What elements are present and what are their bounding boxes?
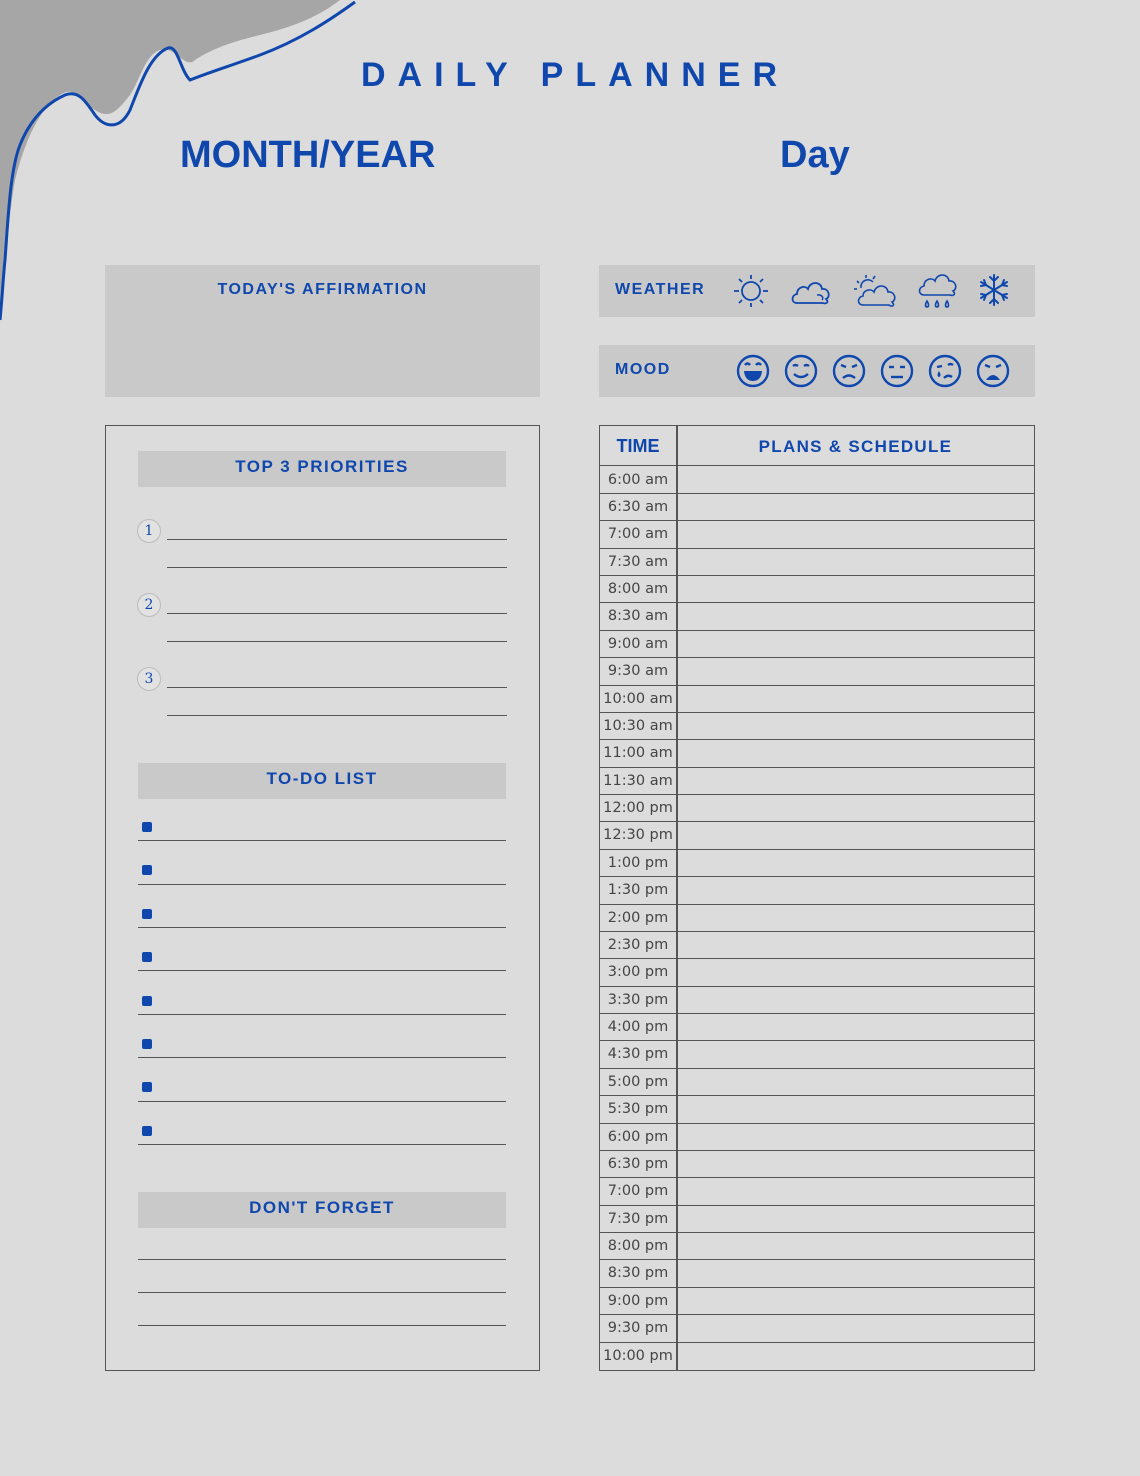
priority-line[interactable] [167, 715, 507, 716]
time-slot-label: 8:30 am [607, 608, 669, 625]
time-slot-label: 6:30 am [607, 498, 669, 515]
day-heading[interactable]: Day [780, 134, 850, 176]
priority-line[interactable] [167, 539, 507, 540]
time-slot-label: 7:00 pm [607, 1183, 669, 1200]
time-slot-label: 9:30 pm [607, 1320, 669, 1337]
schedule-row[interactable] [600, 631, 1034, 658]
schedule-row[interactable] [600, 1069, 1034, 1096]
todo-checkbox[interactable] [142, 865, 152, 875]
weather-bar [599, 265, 1035, 317]
time-slot-label: 2:30 pm [607, 936, 669, 953]
time-slot-label: 7:30 am [607, 553, 669, 570]
schedule-row[interactable] [600, 905, 1034, 932]
page-title: DAILY PLANNER [360, 56, 790, 94]
time-slot-label: 6:00 pm [607, 1128, 669, 1145]
schedule-row[interactable] [600, 467, 1034, 494]
todo-line[interactable] [138, 970, 506, 971]
time-slot-label: 1:00 pm [607, 854, 669, 871]
sun-icon[interactable] [731, 273, 771, 309]
schedule-row[interactable] [600, 494, 1034, 521]
schedule-row[interactable] [600, 822, 1034, 849]
schedule-row[interactable] [600, 1124, 1034, 1151]
schedule-row[interactable] [600, 1178, 1034, 1205]
time-slot-label: 1:30 pm [607, 882, 669, 899]
priority-line[interactable] [167, 567, 507, 568]
time-slot-label: 12:00 pm [603, 800, 673, 817]
dont-forget-heading: DON'T FORGET [138, 1192, 506, 1228]
schedule-row[interactable] [600, 1233, 1034, 1260]
todo-line[interactable] [138, 1014, 506, 1015]
schedule-row[interactable] [600, 576, 1034, 603]
time-slot-label: 10:00 pm [603, 1347, 673, 1364]
dont-forget-line[interactable] [138, 1292, 506, 1293]
todo-checkbox[interactable] [142, 822, 152, 832]
time-slot-label: 11:00 am [603, 745, 673, 762]
notes-panel [105, 425, 540, 1371]
time-slot-label: 11:30 am [603, 772, 673, 789]
time-slot-label: 9:30 am [607, 663, 669, 680]
dont-forget-line[interactable] [138, 1259, 506, 1260]
affirmation-box[interactable] [105, 265, 540, 397]
priority-line[interactable] [167, 687, 507, 688]
time-slot-label: 5:30 pm [607, 1101, 669, 1118]
sad-face-icon[interactable] [831, 353, 867, 389]
priority-number-1: 1 [137, 519, 161, 543]
schedule-row[interactable] [600, 740, 1034, 767]
crying-face-icon[interactable] [927, 353, 963, 389]
todo-checkbox[interactable] [142, 909, 152, 919]
time-column-header: TIME [616, 436, 660, 456]
todo-checkbox[interactable] [142, 1039, 152, 1049]
schedule-row[interactable] [600, 1014, 1034, 1041]
todo-heading: TO-DO LIST [138, 763, 506, 799]
snowflake-icon[interactable] [977, 273, 1011, 309]
schedule-row[interactable] [600, 521, 1034, 548]
rain-icon[interactable] [917, 273, 957, 313]
time-slot-label: 12:30 pm [603, 827, 673, 844]
month-year-heading[interactable]: MONTH/YEAR [180, 134, 436, 176]
time-slot-label: 4:00 pm [607, 1019, 669, 1036]
mood-label: MOOD [615, 361, 671, 378]
schedule-row[interactable] [600, 877, 1034, 904]
todo-line[interactable] [138, 1057, 506, 1058]
time-slot-label: 3:00 pm [607, 964, 669, 981]
schedule-row[interactable] [600, 686, 1034, 713]
schedule-row[interactable] [600, 850, 1034, 877]
schedule-row[interactable] [600, 713, 1034, 740]
upset-face-icon[interactable] [975, 353, 1011, 389]
time-slot-label: 3:30 pm [607, 991, 669, 1008]
todo-line[interactable] [138, 1144, 506, 1145]
time-slot-label: 6:00 am [607, 471, 669, 488]
smiling-face-icon[interactable] [783, 353, 819, 389]
todo-line[interactable] [138, 1101, 506, 1102]
schedule-header [600, 426, 1034, 466]
schedule-row[interactable] [600, 1151, 1034, 1178]
todo-checkbox[interactable] [142, 952, 152, 962]
priority-number-3: 3 [137, 667, 161, 691]
affirmation-label: TODAY'S AFFIRMATION [217, 281, 428, 298]
schedule-row[interactable] [600, 1315, 1034, 1342]
time-slot-label: 9:00 pm [607, 1292, 669, 1309]
schedule-row[interactable] [600, 1096, 1034, 1123]
todo-checkbox[interactable] [142, 1126, 152, 1136]
schedule-row[interactable] [600, 932, 1034, 959]
schedule-row[interactable] [600, 987, 1034, 1014]
time-slot-label: 2:00 pm [607, 909, 669, 926]
time-slot-label: 8:30 pm [607, 1265, 669, 1282]
time-slot-label: 9:00 am [607, 635, 669, 652]
schedule-row[interactable] [600, 658, 1034, 685]
todo-line[interactable] [138, 840, 506, 841]
time-slot-label: 8:00 am [607, 581, 669, 597]
schedule-row[interactable] [600, 959, 1034, 986]
schedule-row[interactable] [600, 1343, 1034, 1370]
mood-bar [599, 345, 1035, 397]
priority-number-2: 2 [137, 593, 161, 617]
weather-label: WEATHER [615, 281, 706, 298]
schedule-row[interactable] [600, 768, 1034, 795]
time-slot-label: 4:30 pm [607, 1046, 669, 1063]
todo-checkbox[interactable] [142, 1082, 152, 1092]
time-slot-label: 7:30 pm [607, 1210, 669, 1227]
time-slot-label: 6:30 pm [607, 1155, 669, 1172]
dont-forget-line[interactable] [138, 1325, 506, 1326]
todo-checkbox[interactable] [142, 996, 152, 1006]
schedule-row[interactable] [600, 603, 1034, 630]
time-slot-label: 10:00 am [603, 690, 673, 707]
priority-line[interactable] [167, 613, 507, 614]
time-slot-label: 5:00 pm [607, 1073, 669, 1090]
priority-line[interactable] [167, 641, 507, 642]
schedule-table [599, 425, 1035, 1371]
laughing-face-icon[interactable] [735, 353, 771, 389]
partly-cloudy-icon[interactable] [853, 273, 899, 309]
cloud-icon[interactable] [789, 273, 833, 309]
todo-line[interactable] [138, 927, 506, 928]
time-slot-label: 10:30 am [603, 717, 673, 734]
todo-line[interactable] [138, 884, 506, 885]
schedule-row[interactable] [600, 1288, 1034, 1315]
time-slot-label: 7:00 am [607, 526, 669, 543]
schedule-row[interactable] [600, 1260, 1034, 1287]
schedule-row[interactable] [600, 1041, 1034, 1068]
schedule-row[interactable] [600, 1206, 1034, 1233]
time-slot-label: 8:00 pm [607, 1238, 669, 1255]
neutral-face-icon[interactable] [879, 353, 915, 389]
priorities-heading: TOP 3 PRIORITIES [138, 451, 506, 487]
schedule-row[interactable] [600, 549, 1034, 576]
schedule-row[interactable] [600, 795, 1034, 822]
plans-column-header: PLANS & SCHEDULE [758, 437, 953, 456]
